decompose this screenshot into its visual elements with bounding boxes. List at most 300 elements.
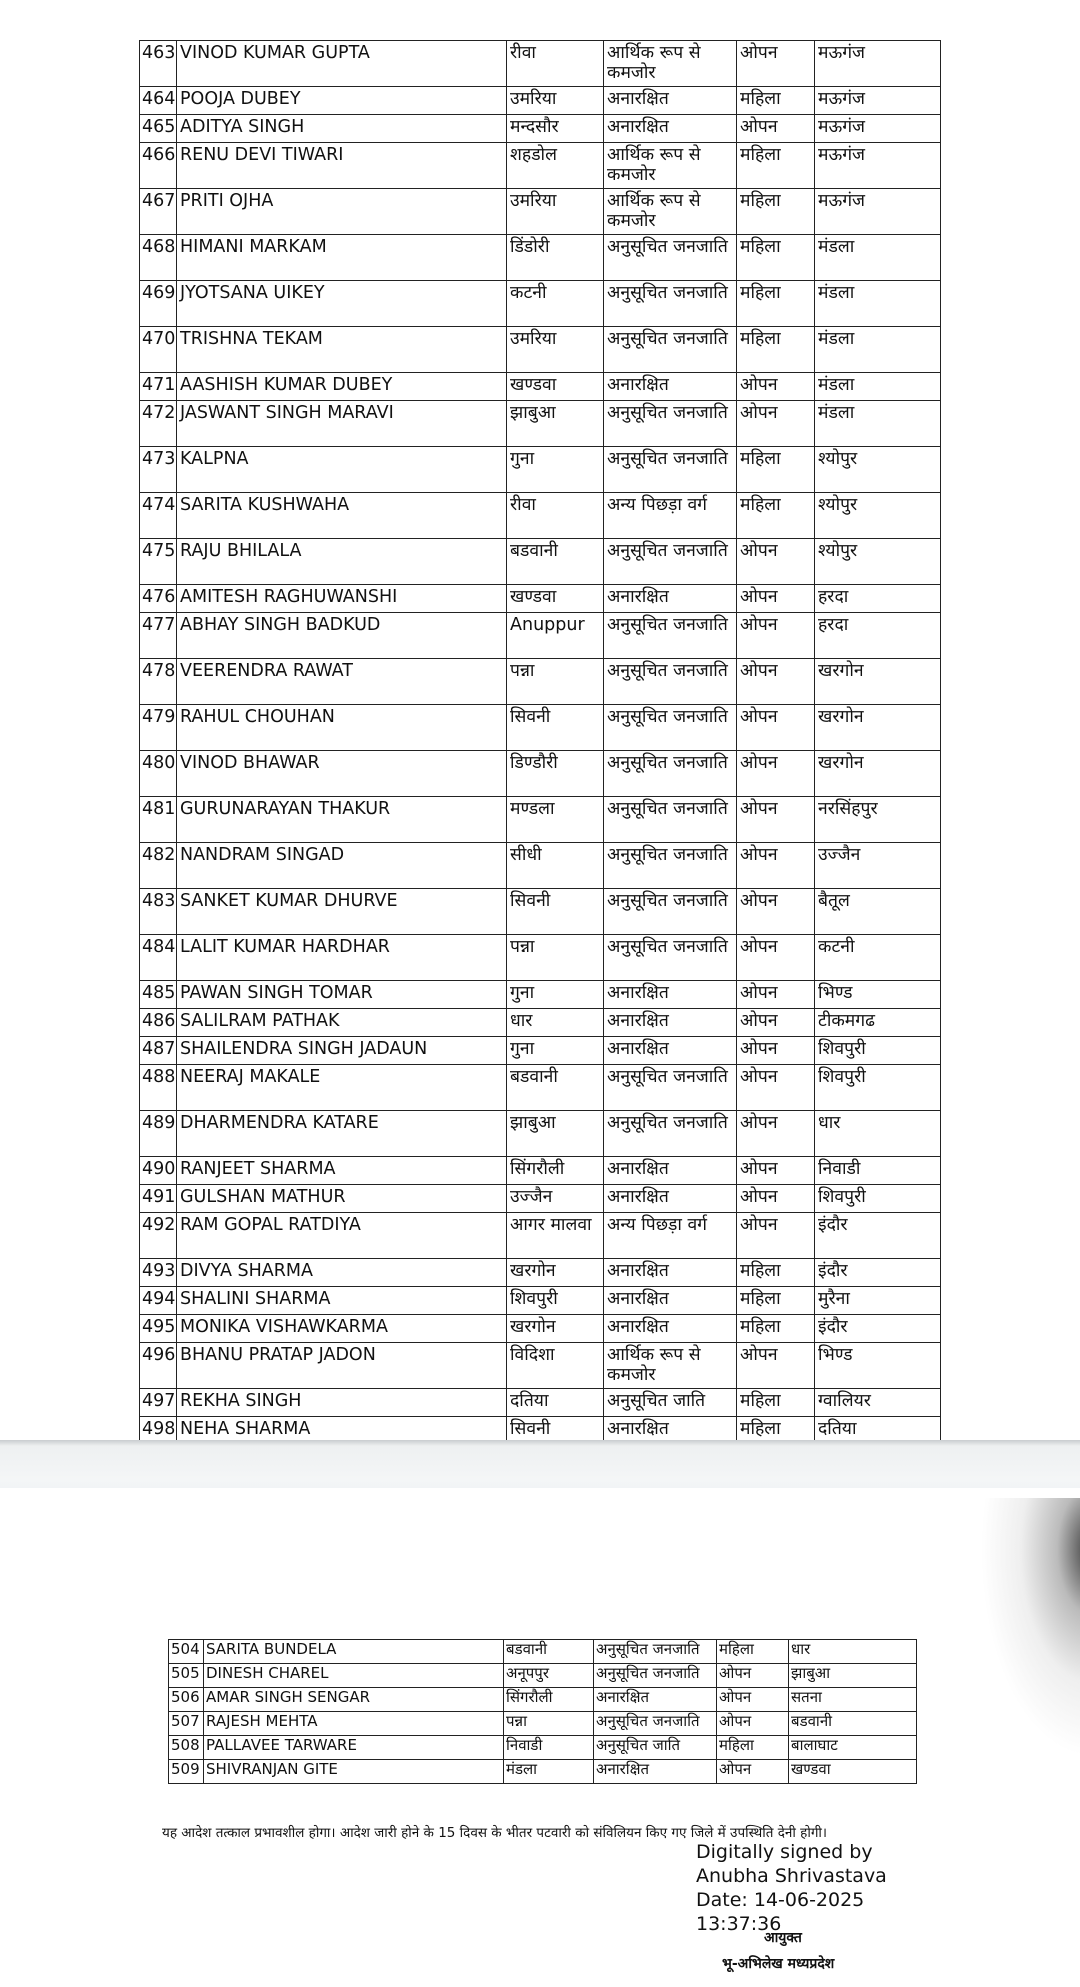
cell-category: अनुसूचित जनजाति [604,401,737,447]
cell-district: सिंगरौली [504,1688,594,1712]
cell-type: ओपन [737,935,815,981]
cell-no: 466 [140,143,177,189]
cell-no: 465 [140,115,177,143]
cell-name: RAM GOPAL RATDIYA [177,1213,507,1259]
cell-district: अनूपपुर [504,1664,594,1688]
cell-district: विदिशा [507,1343,604,1389]
cell-category: अनुसूचित जनजाति [604,935,737,981]
table-row [140,1259,941,1287]
cell-district: झाबुआ [507,401,604,447]
faded-header-left [60,1528,300,1542]
cell-no: 484 [140,935,177,981]
scan-shadow [980,1498,1080,1758]
cell-category: आर्थिक रूप से कमजोर [604,143,737,189]
cell-no: 467 [140,189,177,235]
cell-no: 485 [140,981,177,1009]
cell-category: अनारक्षित [604,1417,737,1445]
cell-type: महिला [737,1417,815,1445]
cell-posting: बैतूल [815,889,941,935]
cell-no: 477 [140,613,177,659]
cell-name: SHIVRANJAN GITE [204,1760,504,1784]
cell-type: महिला [737,447,815,493]
cell-no: 469 [140,281,177,327]
cell-district: खरगोन [507,1259,604,1287]
cell-type: ओपन [717,1760,789,1784]
cell-no: 481 [140,797,177,843]
cell-category: अनारक्षित [594,1760,717,1784]
cell-type: ओपन [737,539,815,585]
cell-posting: मऊगंज [815,143,941,189]
cell-posting: झाबुआ [789,1664,917,1688]
table-row [140,797,941,843]
table-row [140,659,941,705]
cell-name: TRISHNA TEKAM [177,327,507,373]
cell-type: ओपन [737,1009,815,1037]
cell-name: KALPNA [177,447,507,493]
cell-name: NANDRAM SINGAD [177,843,507,889]
cell-type: ओपन [737,115,815,143]
cell-type: ओपन [717,1712,789,1736]
cell-name: BHANU PRATAP JADON [177,1343,507,1389]
table-row [140,189,941,235]
cell-category: अनुसूचित जनजाति [604,1111,737,1157]
cell-category: अनारक्षित [604,981,737,1009]
cell-no: 464 [140,87,177,115]
cell-name: DINESH CHAREL [204,1664,504,1688]
cell-no: 486 [140,1009,177,1037]
table-row [140,1065,941,1111]
cell-name: RAJU BHILALA [177,539,507,585]
cell-category: अनुसूचित जनजाति [604,659,737,705]
cell-posting: श्योपुर [815,539,941,585]
cell-no: 509 [169,1760,204,1784]
cell-district: रीवा [507,41,604,87]
cell-no: 479 [140,705,177,751]
cell-type: ओपन [737,843,815,889]
cell-district: मंडला [504,1760,594,1784]
cell-posting: मंडला [815,373,941,401]
cell-posting: इंदौर [815,1213,941,1259]
cell-category: अनारक्षित [604,87,737,115]
cell-posting: निवाडी [815,1157,941,1185]
cell-type: ओपन [737,41,815,87]
cell-name: RAHUL CHOUHAN [177,705,507,751]
cell-district: शहडोल [507,143,604,189]
table-row [140,281,941,327]
table-row [140,539,941,585]
cell-name: AASHISH KUMAR DUBEY [177,373,507,401]
cell-category: अनारक्षित [604,115,737,143]
cell-category: अनुसूचित जनजाति [594,1712,717,1736]
table-row [140,889,941,935]
cell-type: महिला [737,1315,815,1343]
cell-posting: खण्डवा [789,1760,917,1784]
table-row [169,1760,917,1784]
cell-posting: श्योपुर [815,493,941,539]
cell-posting: शिवपुरी [815,1185,941,1213]
cell-type: ओपन [737,1213,815,1259]
cell-type: महिला [737,1389,815,1417]
cell-category: अनुसूचित जनजाति [604,797,737,843]
table-row [140,843,941,889]
cell-type: ओपन [737,1157,815,1185]
cell-type: महिला [717,1640,789,1664]
cell-district: पन्ना [504,1712,594,1736]
cell-type: ओपन [737,401,815,447]
table-row [140,1157,941,1185]
cell-name: VINOD BHAWAR [177,751,507,797]
cell-no: 478 [140,659,177,705]
cell-name: VEERENDRA RAWAT [177,659,507,705]
cell-no: 471 [140,373,177,401]
cell-category: अनारक्षित [604,1185,737,1213]
cell-name: SARITA KUSHWAHA [177,493,507,539]
cell-category: अनुसूचित जनजाति [604,613,737,659]
cell-district: मन्दसौर [507,115,604,143]
cell-name: VINOD KUMAR GUPTA [177,41,507,87]
cell-category: आर्थिक रूप से कमजोर [604,41,737,87]
cell-posting: खरगोन [815,751,941,797]
cell-type: ओपन [737,373,815,401]
cell-name: DIVYA SHARMA [177,1259,507,1287]
cell-posting: सतना [789,1688,917,1712]
cell-posting: धार [789,1640,917,1664]
table-row [140,41,941,87]
cell-district: डिंडोरी [507,235,604,281]
cell-posting: उज्जैन [815,843,941,889]
cell-no: 498 [140,1417,177,1445]
cell-no: 468 [140,235,177,281]
cell-posting: मंडला [815,235,941,281]
cell-name: SALILRAM PATHAK [177,1009,507,1037]
cell-type: ओपन [737,1037,815,1065]
cell-district: उमरिया [507,327,604,373]
cell-no: 488 [140,1065,177,1111]
cell-type: ओपन [737,981,815,1009]
cell-district: बडवानी [507,1065,604,1111]
cell-category: आर्थिक रूप से कमजोर [604,189,737,235]
cell-district: बडवानी [504,1640,594,1664]
cell-no: 474 [140,493,177,539]
cell-name: AMAR SINGH SENGAR [204,1688,504,1712]
cell-district: निवाडी [504,1736,594,1760]
cell-no: 495 [140,1315,177,1343]
cell-type: महिला [737,87,815,115]
cell-district: उज्जैन [507,1185,604,1213]
cell-name: RANJEET SHARMA [177,1157,507,1185]
cell-posting: मुरैना [815,1287,941,1315]
cell-district: आगर मालवा [507,1213,604,1259]
cell-posting: शिवपुरी [815,1065,941,1111]
cell-type: ओपन [737,1185,815,1213]
cell-type: ओपन [737,705,815,751]
cell-name: ABHAY SINGH BADKUD [177,613,507,659]
cell-posting: मंडला [815,401,941,447]
cell-no: 487 [140,1037,177,1065]
cell-no: 493 [140,1259,177,1287]
table-row [169,1664,917,1688]
cell-district: खण्डवा [507,585,604,613]
cell-type: महिला [737,281,815,327]
cell-category: अन्य पिछड़ा वर्ग [604,493,737,539]
cell-type: ओपन [737,1065,815,1111]
cell-category: अनारक्षित [604,1259,737,1287]
table-row [140,143,941,189]
cell-no: 475 [140,539,177,585]
table-row [140,981,941,1009]
table-row [140,235,941,281]
cell-name: DHARMENDRA KATARE [177,1111,507,1157]
cell-type: ओपन [737,1111,815,1157]
cell-district: गुना [507,981,604,1009]
cell-category: अनुसूचित जनजाति [604,447,737,493]
table-row [140,401,941,447]
table-row [140,1315,941,1343]
cell-no: 508 [169,1736,204,1760]
cell-name: JASWANT SINGH MARAVI [177,401,507,447]
cell-category: अनुसूचित जनजाति [604,539,737,585]
cell-no: 491 [140,1185,177,1213]
cell-district: डिण्डौरी [507,751,604,797]
cell-type: महिला [737,493,815,539]
cell-category: अनारक्षित [604,1009,737,1037]
cell-name: SANKET KUMAR DHURVE [177,889,507,935]
cell-name: HIMANI MARKAM [177,235,507,281]
cell-category: अनुसूचित जाति [604,1389,737,1417]
cell-category: अन्य पिछड़ा वर्ग [604,1213,737,1259]
cell-type: महिला [717,1736,789,1760]
cell-type: महिला [737,327,815,373]
cell-district: गुना [507,1037,604,1065]
cell-no: 489 [140,1111,177,1157]
cell-name: AMITESH RAGHUWANSHI [177,585,507,613]
cell-category: अनुसूचित जनजाति [604,235,737,281]
cell-no: 490 [140,1157,177,1185]
cell-district: गुना [507,447,604,493]
cell-district: दतिया [507,1389,604,1417]
cell-posting: मऊगंज [815,115,941,143]
cell-category: अनुसूचित जनजाति [604,281,737,327]
cell-posting: हरदा [815,585,941,613]
cell-district: सिवनी [507,1417,604,1445]
cell-category: अनुसूचित जनजाति [604,751,737,797]
cell-category: अनारक्षित [604,585,737,613]
cell-category: अनुसूचित जनजाति [604,1065,737,1111]
cell-category: अनुसूचित जनजाति [594,1640,717,1664]
cell-posting: इंदौर [815,1259,941,1287]
cell-posting: मऊगंज [815,41,941,87]
cell-type: ओपन [737,659,815,705]
cell-district: सिंगरौली [507,1157,604,1185]
cell-posting: मऊगंज [815,189,941,235]
table-row [140,1037,941,1065]
cell-category: अनुसूचित जनजाति [604,843,737,889]
cell-district: शिवपुरी [507,1287,604,1315]
cell-no: 480 [140,751,177,797]
cell-district: बडवानी [507,539,604,585]
cell-district: कटनी [507,281,604,327]
cell-district: धार [507,1009,604,1037]
table-row [169,1688,917,1712]
table-row [140,1343,941,1389]
cell-no: 476 [140,585,177,613]
cell-posting: टीकमगढ [815,1009,941,1037]
table-row [140,1009,941,1037]
cell-no: 482 [140,843,177,889]
cell-name: PALLAVEE TARWARE [204,1736,504,1760]
cell-no: 497 [140,1389,177,1417]
cell-name: NEERAJ MAKALE [177,1065,507,1111]
cell-district: रीवा [507,493,604,539]
cell-posting: खरगोन [815,705,941,751]
cell-name: JYOTSANA UIKEY [177,281,507,327]
cell-district: पन्ना [507,935,604,981]
cell-no: 496 [140,1343,177,1389]
table-row [140,87,941,115]
table-row [140,751,941,797]
table-row [140,327,941,373]
signatory-designation: आयुक्त [764,1930,802,1946]
table-row [140,935,941,981]
cell-no: 507 [169,1712,204,1736]
cell-posting: नरसिंहपुर [815,797,941,843]
cell-name: GURUNARAYAN THAKUR [177,797,507,843]
cell-name: NEHA SHARMA [177,1417,507,1445]
cell-no: 494 [140,1287,177,1315]
cell-no: 505 [169,1664,204,1688]
cell-no: 504 [169,1640,204,1664]
cell-category: अनुसूचित जनजाति [604,705,737,751]
cell-no: 463 [140,41,177,87]
cell-type: ओपन [737,585,815,613]
cell-posting: खरगोन [815,659,941,705]
cell-posting: इंदौर [815,1315,941,1343]
patwari-list-table [139,40,941,1658]
cell-name: ADITYA SINGH [177,115,507,143]
cell-no: 506 [169,1688,204,1712]
cell-district: Anuppur [507,613,604,659]
cell-posting: बालाघाट [789,1736,917,1760]
table-row [169,1640,917,1664]
cell-type: महिला [737,1259,815,1287]
cell-name: PAWAN SINGH TOMAR [177,981,507,1009]
cell-type: ओपन [737,751,815,797]
table-row [169,1712,917,1736]
cell-name: RAJESH MEHTA [204,1712,504,1736]
cell-district: खण्डवा [507,373,604,401]
cell-posting: हरदा [815,613,941,659]
table-row [140,115,941,143]
signature-line-3: Date: 14-06-2025 [696,1889,865,1911]
cell-district: सीधी [507,843,604,889]
cell-category: अनारक्षित [604,1157,737,1185]
cell-posting: शिवपुरी [815,1037,941,1065]
table-row [140,613,941,659]
cell-category: अनारक्षित [594,1688,717,1712]
cell-name: SARITA BUNDELA [204,1640,504,1664]
cell-posting: श्योपुर [815,447,941,493]
table-row [169,1736,917,1760]
order-note: यह आदेश तत्काल प्रभावशील होगा। आदेश जारी होने के 15 दिवस के भीतर पटवारी को संविलियन किए गए जिले में उपस्थिति देनी होगी। [162,1825,828,1841]
cell-name: GULSHAN MATHUR [177,1185,507,1213]
cell-posting: कटनी [815,935,941,981]
table-row [140,585,941,613]
cell-posting: मंडला [815,281,941,327]
cell-type: ओपन [737,797,815,843]
cell-district: सिवनी [507,705,604,751]
cell-no: 492 [140,1213,177,1259]
cell-category: आर्थिक रूप से कमजोर [604,1343,737,1389]
cell-name: PRITI OJHA [177,189,507,235]
cell-type: ओपन [737,1343,815,1389]
patwari-list-table-continued [168,1639,917,1784]
cell-posting: मऊगंज [815,87,941,115]
table-row [140,373,941,401]
cell-name: RENU DEVI TIWARI [177,143,507,189]
cell-category: अनुसूचित जनजाति [604,889,737,935]
cell-posting: बडवानी [789,1712,917,1736]
document-page-2 [0,1488,1080,1987]
cell-no: 472 [140,401,177,447]
cell-type: महिला [737,143,815,189]
cell-type: ओपन [717,1664,789,1688]
cell-type: महिला [737,189,815,235]
cell-name: SHAILENDRA SINGH JADAUN [177,1037,507,1065]
cell-category: अनुसूचित जनजाति [604,327,737,373]
cell-type: महिला [737,235,815,281]
cell-name: REKHA SINGH [177,1389,507,1417]
cell-category: अनारक्षित [604,1037,737,1065]
cell-type: महिला [737,1287,815,1315]
table-row [140,1185,941,1213]
cell-type: ओपन [737,889,815,935]
page-separator [0,1440,1080,1488]
table-row [140,705,941,751]
cell-posting: धार [815,1111,941,1157]
cell-type: ओपन [737,613,815,659]
cell-name: MONIKA VISHAWKARMA [177,1315,507,1343]
cell-posting: भिण्ड [815,1343,941,1389]
cell-district: उमरिया [507,189,604,235]
cell-no: 470 [140,327,177,373]
cell-district: मण्डला [507,797,604,843]
table-row [140,1389,941,1417]
cell-category: अनुसूचित जनजाति [594,1664,717,1688]
cell-district: झाबुआ [507,1111,604,1157]
cell-name: LALIT KUMAR HARDHAR [177,935,507,981]
table-row [140,447,941,493]
cell-district: सिवनी [507,889,604,935]
cell-posting: दतिया [815,1417,941,1445]
table-row [140,1111,941,1157]
cell-posting: मंडला [815,327,941,373]
table-row [140,1287,941,1315]
cell-category: अनारक्षित [604,373,737,401]
signature-line-2: Anubha Shrivastava [696,1865,887,1887]
signatory-department: भू-अभिलेख मध्यप्रदेश [722,1956,835,1972]
cell-district: खरगोन [507,1315,604,1343]
cell-name: SHALINI SHARMA [177,1287,507,1315]
cell-type: ओपन [717,1688,789,1712]
signature-line-4: 13:37:36 [696,1913,782,1935]
cell-category: अनुसूचित जाति [594,1736,717,1760]
cell-category: अनारक्षित [604,1315,737,1343]
table-row [140,1213,941,1259]
cell-district: उमरिया [507,87,604,115]
cell-district: पन्ना [507,659,604,705]
signature-line-1: Digitally signed by [696,1841,873,1863]
cell-no: 483 [140,889,177,935]
